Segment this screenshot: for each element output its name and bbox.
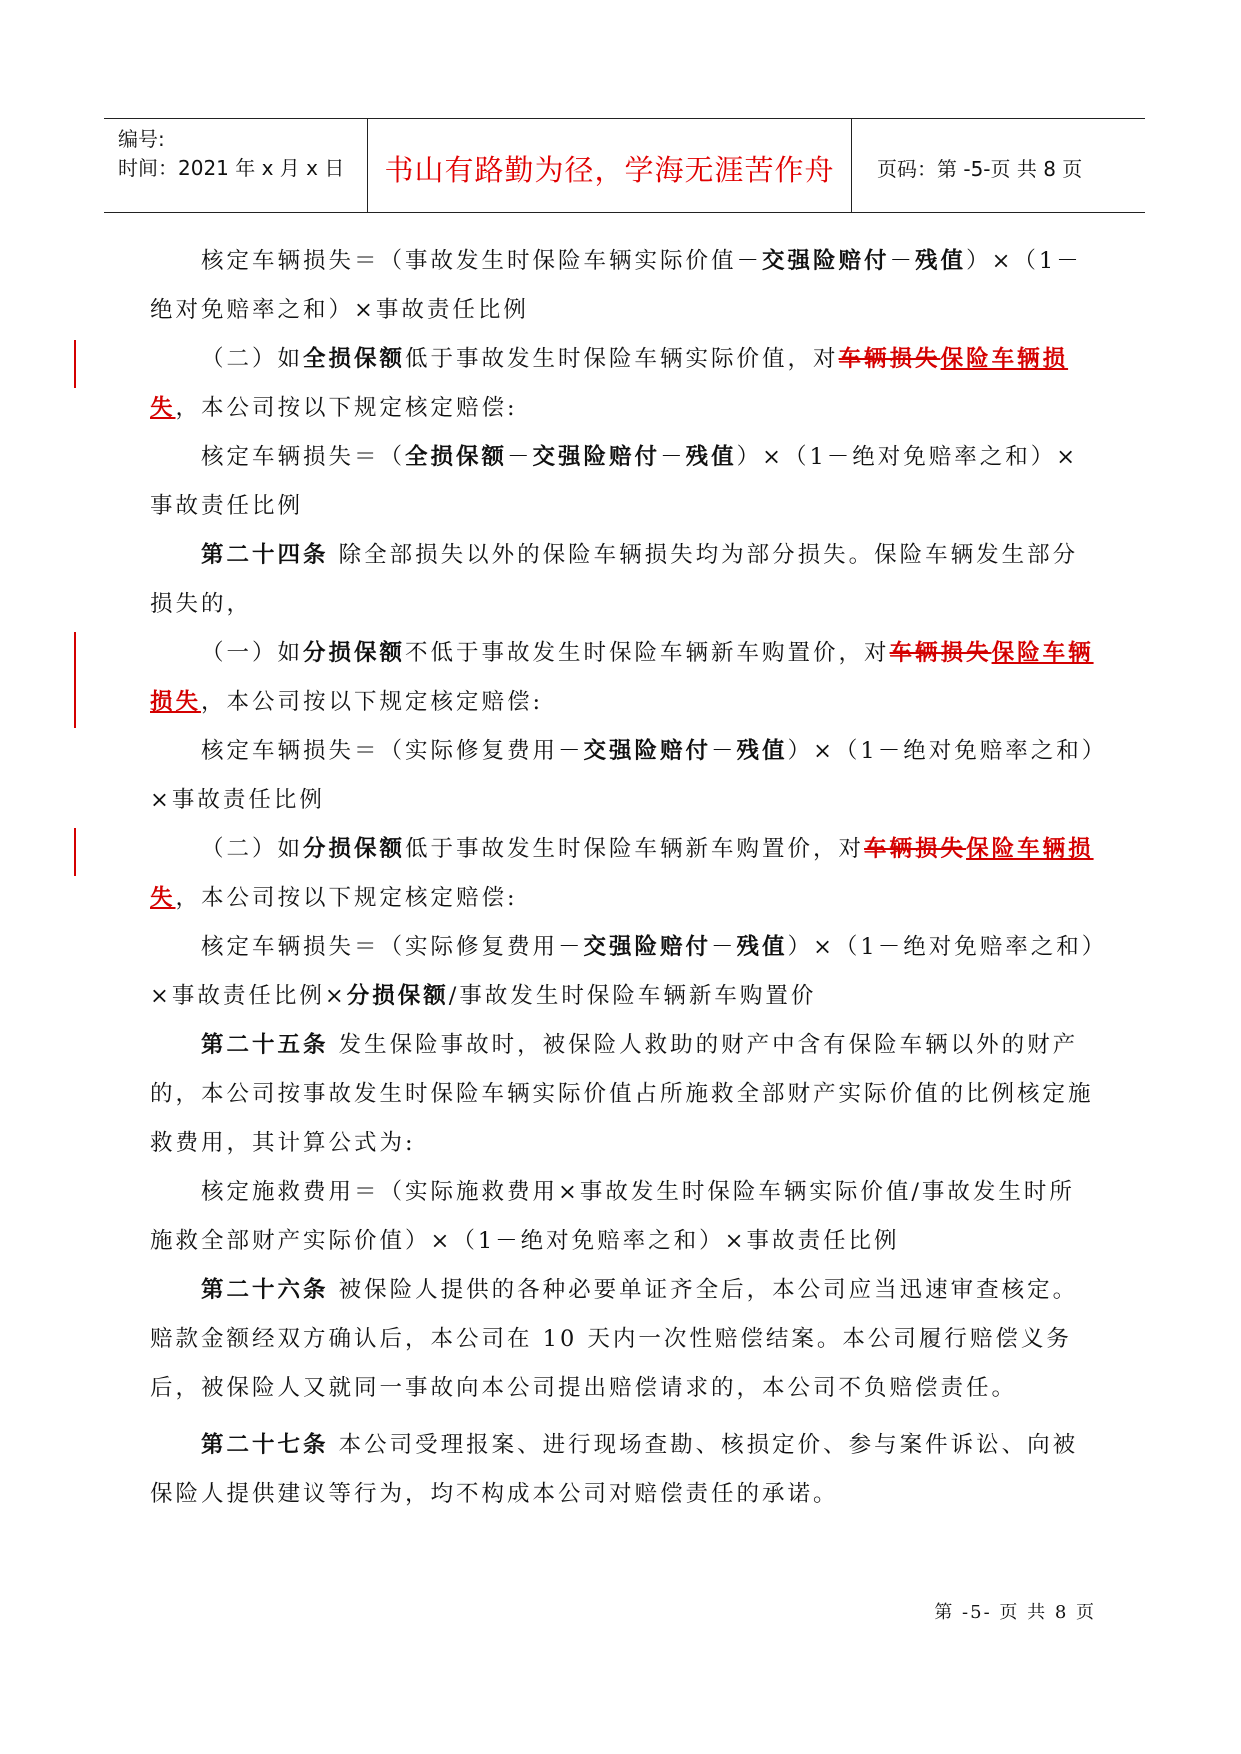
paragraph: （二）如分损保额低于事故发生时保险车辆新车购置价，对车辆损失保险车辆损失，本公司按以下规定核定赔偿: <box>150 836 1094 911</box>
paragraph: 核定施救费用＝（实际施救费用×事故发生时保险车辆实际价值/事故发生时所施救全部财产实际价值）×（1－绝对免赔率之和）×事故责任比例 <box>150 1179 1075 1254</box>
header-meta-cell <box>104 119 368 212</box>
paragraph: 核定车辆损失＝（实际修复费用－交强险赔付－残值）×（1－绝对免赔率之和）×事故责任比例 <box>150 738 1096 813</box>
header-motto: 书山有路勤为径，学海无涯苦作舟 <box>384 153 835 187</box>
page-footer: 第 -5- 页 共 8 页 <box>934 1602 1096 1623</box>
revision-change-bar <box>74 340 76 388</box>
article-27: 第二十七条 本公司受理报案、进行现场查勘、核损定价、参与案件诉讼、向被保险人提供建议等行为，均不构成本公司对赔偿责任的承诺。 <box>150 1432 1079 1507</box>
article-title: 第二十四条 <box>201 542 329 568</box>
deleted-text: 车辆损失 <box>889 640 992 666</box>
article-title: 第二十六条 <box>201 1277 329 1303</box>
document-body <box>150 237 1096 1519</box>
article-title: 第二十七条 <box>201 1432 329 1458</box>
inserted-text: 保险车辆损失 <box>150 346 1069 421</box>
article-26: 第二十六条 被保险人提供的各种必要单证齐全后，本公司应当迅速审查核定。赔款金额经双方确认后，本公司在 10 天内一次性赔偿结案。本公司履行赔偿义务后，被保险人又就同一事故向本公司提出赔偿请求的，本公司不负赔偿责任。 <box>150 1277 1079 1401</box>
inserted-text: 保险车辆损失 <box>150 836 1094 911</box>
revision-change-bar <box>74 632 76 728</box>
paragraph: （一）如分损保额不低于事故发生时保险车辆新车购置价，对车辆损失保险车辆损失，本公司按以下规定核定赔偿: <box>150 640 1094 715</box>
header-motto-cell <box>368 119 852 212</box>
header-page-info: 页码：第 -5-页 共 8 页 <box>877 157 1083 181</box>
deleted-text: 车辆损失 <box>864 836 967 862</box>
article-24: 第二十四条 除全部损失以外的保险车辆损失均为部分损失。保险车辆发生部分损失的， <box>150 542 1079 617</box>
deleted-text: 车辆损失 <box>838 346 941 372</box>
article-25: 第二十五条 发生保险事故时，被保险人救助的财产中含有保险车辆以外的财产的，本公司按事故发生时保险车辆实际价值占所施救全部财产实际价值的比例核定施救费用，其计算公式为: <box>150 1032 1094 1156</box>
paragraph: 核定车辆损失＝（全损保额－交强险赔付－残值）×（1－绝对免赔率之和）×事故责任比例 <box>150 444 1079 519</box>
paragraph: 核定车辆损失＝（实际修复费用－交强险赔付－残值）×（1－绝对免赔率之和）×事故责任比例×分损保额/事故发生时保险车辆新车购置价 <box>150 934 1096 1009</box>
doc-number-label: 编号: <box>118 127 165 151</box>
header-page-cell <box>853 119 1145 212</box>
doc-time-label: 时间：2021 年 x 月 x 日 <box>118 156 345 180</box>
document-header <box>104 118 1145 213</box>
article-title: 第二十五条 <box>201 1032 329 1058</box>
revision-change-bar <box>74 828 76 876</box>
inserted-text: 保险车辆损失 <box>150 640 1094 715</box>
paragraph: 核定车辆损失＝（事故发生时保险车辆实际价值－交强险赔付－残值）×（1－绝对免赔率之和）×事故责任比例 <box>150 248 1082 323</box>
paragraph: （二）如全损保额低于事故发生时保险车辆实际价值，对车辆损失保险车辆损失，本公司按以下规定核定赔偿: <box>150 346 1069 421</box>
